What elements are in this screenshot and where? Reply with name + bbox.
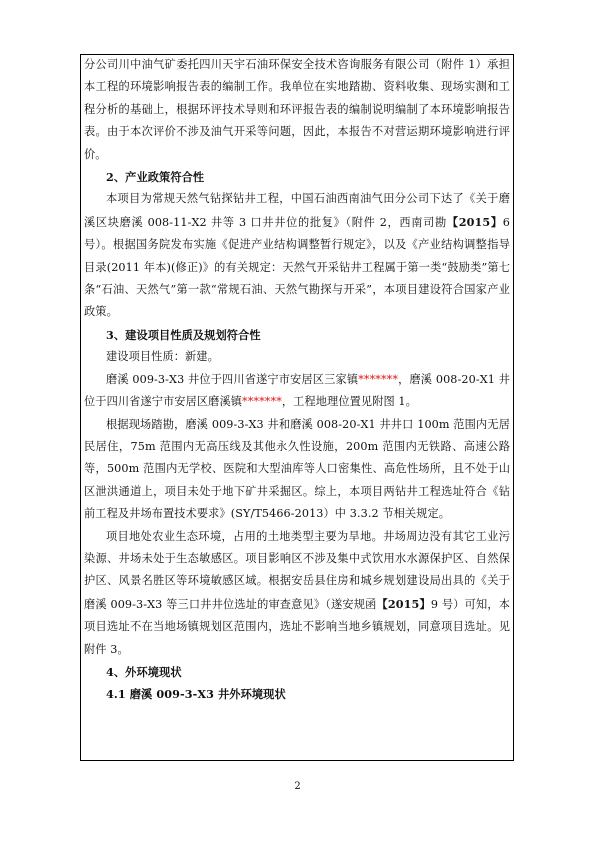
text-segment: ，工程地理位置见附图 1。 — [281, 395, 417, 409]
text-segment: 9 号）可知，本项目选址不在当地场镇规划区范围内，选址不影响当地乡镇规划，同意项目选址。见附件 3。 — [84, 597, 510, 656]
paragraph-intro-continued: 分公司川中油气矿委托四川天宇石油环保安全技术咨询服务有限公司（附件 1）承担本工程的环境影响报告表的编制工作。我单位在实地踏勘、资料收集、现场实测和工程分析的基础上，根据环评技术导则和环评报告表的编制说明编制了本环境影响报告表。由于本次评价不涉及油气开采等问题，因此，本报告不对营运期环境影响进行评价。 — [84, 58, 510, 161]
paragraph-location — [84, 369, 510, 414]
paragraph-project-nature: 建设项目性质：新建。 — [106, 350, 219, 364]
subsection-heading-4-1: 4.1 磨溪 009-3-X3 井外环境现状 — [106, 687, 286, 702]
paragraph-site-survey: 根据现场踏勘，磨溪 009-3-X3 井和磨溪 008-20-X1 井井口 100m 范围内无居民居住，75m 范围内无高压线及其他永久性设施，200m 范围内无铁路、高速公路等，500m 范围内无学校、医院和大型油库等人口密集性、高危性场所，且不处于山区泄洪通道上，项目未处于地下矿井采掘区。综上，本项目两钻井工程选址符合《钻前工程及井场布置技术要求》(SY/T5466-2013）中 3.3.2 节相关规定。 — [84, 417, 510, 521]
bold-bracket-year: 【2015】 — [446, 214, 503, 229]
text-segment: 磨溪 009-3-X3 井位于四川省遂宁市安居区三家镇 — [106, 372, 359, 386]
paragraph-ecology-planning — [84, 526, 510, 661]
document-body — [84, 54, 510, 706]
section-heading-2: 2、产业政策符合性 — [106, 170, 205, 185]
text-segment: 本项目为常规天然气钻探钻井工程，中国石油西南油气田分公司下达了《关于磨溪区块磨溪 008-11-X2 井等 3 口井井位的批复》（附件 2，西南司勘 — [84, 192, 510, 229]
paragraph-industrial-policy — [84, 188, 510, 323]
redacted-mark: ******* — [358, 372, 399, 386]
section-heading-3: 3、建设项目性质及规划符合性 — [106, 327, 261, 342]
section-heading-4: 4、外环境现状 — [106, 664, 182, 679]
text-segment: 6 号）。根据国务院发布实施《促进产业结构调整暂行规定》，以及《产业结构调整指导目录(2011 年本)(修正)》的有关规定：天然气开采钻井工程属于第一类“鼓励类”第七条“石油、天然气”第一款“常规石油、天然气勘探与开采”，本项目建设符合国家产业政策。 — [84, 215, 510, 319]
bold-bracket-year: 【2015】 — [376, 596, 431, 611]
redacted-mark: ******* — [242, 395, 282, 409]
page-number: 2 — [294, 781, 301, 792]
text-segment: ，磨溪 008-20-X1 井位于四川省遂宁市安居区磨溪镇 — [84, 372, 510, 409]
text-segment: 项目地处农业生态环境，占用的土地类型主要为旱地。井场周边没有其它工业污染源、井场未处于生态敏感区。项目影响区不涉及集中式饮用水水源保护区、自然保护区、风景名胜区等环境敏感区域。根据安岳县住房和城乡规划建设局出具的《关于磨溪 009-3-X3 等三口井井位选址的审查意见》（遂安规函 — [84, 529, 510, 611]
